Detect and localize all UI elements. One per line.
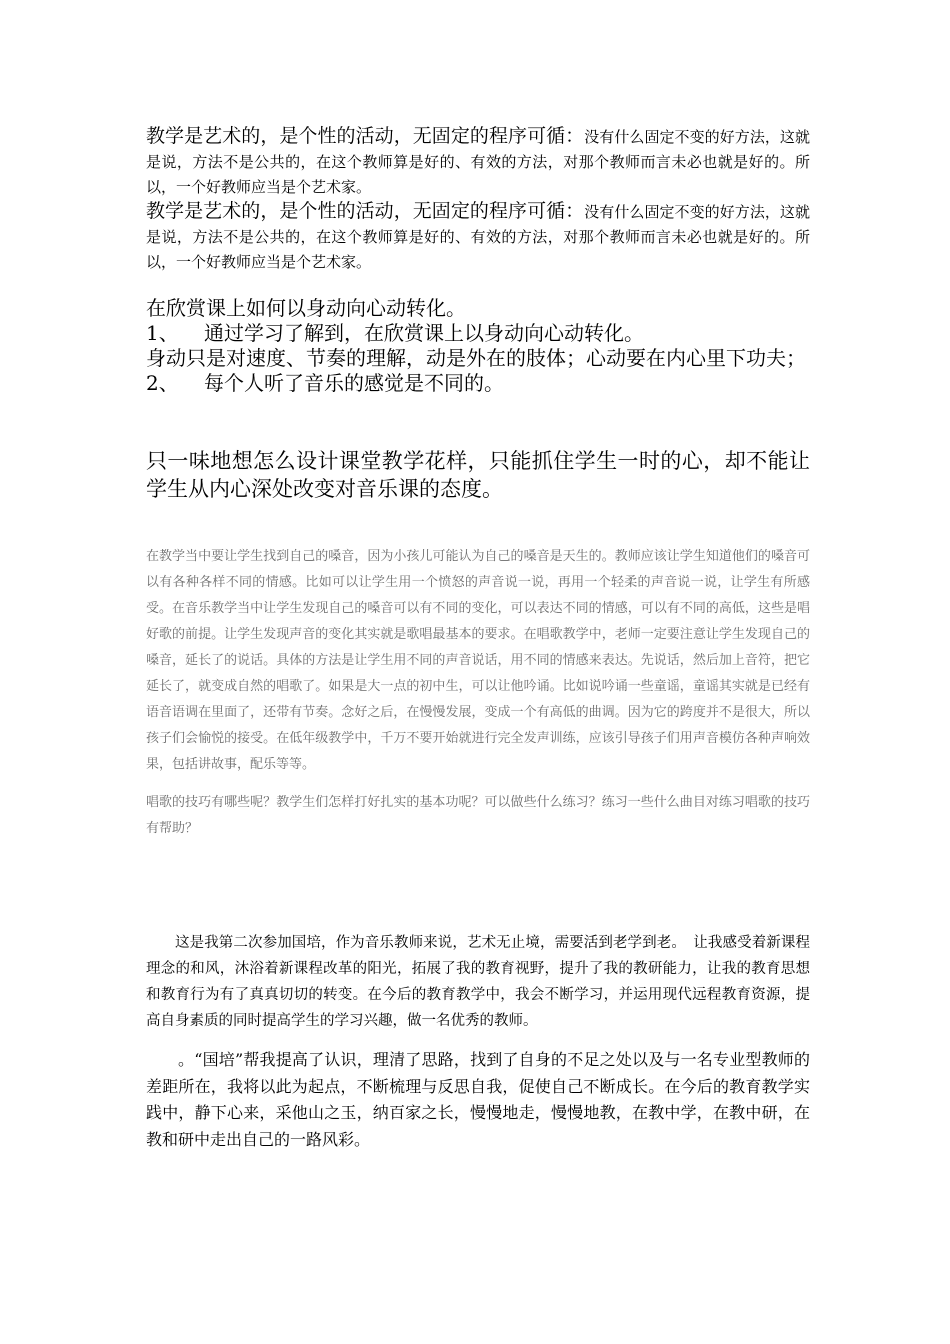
section-heading: 在欣赏课上如何以身动向心动转化。: [146, 296, 466, 320]
statement-paragraph: 只一味地想怎么设计课堂教学花样，只能抓住学生一时的心，却不能让学生从内心深处改变对音乐课的态度。: [146, 449, 810, 501]
list-text: 通过学习了解到，在欣赏课上以身动向心动转化。: [204, 321, 644, 345]
paragraph-teaching-art-1: [146, 124, 810, 200]
section-body: 身动只是对速度、节奏的理解，动是外在的肢体；心动要在内心里下功夫；: [146, 346, 806, 370]
paragraph-rest: 没有什么固定不变的好方法，这就是说，方法不是公共的，在这个教师算是好的、有效的方法，对那个教师而言未必也就是好的。所以，一个好教师应当是个艺术家。: [146, 128, 810, 196]
list-number: 2、: [146, 371, 179, 395]
body-paragraph-reflection: 。“国培”帮我提高了认识，理清了思路，找到了自身的不足之处以及与一名专业型教师的差距所在，我将以此为起点，不断梳理与反思自我，促使自己不断成长。在今后的教育教学实践中，静下心来，采他山之玉，纳百家之长，慢慢地走，慢慢地教，在教中学，在教中研，在教和研中走出自己的一路风彩。: [146, 1050, 810, 1149]
paragraph-lead: 教学是艺术的，是个性的活动，无固定的程序可循：: [146, 200, 585, 222]
gray-paragraph-voice: 在教学当中要让学生找到自己的嗓音，因为小孩儿可能认为自己的嗓音是天生的。教师应该让学生知道他们的嗓音可以有各种各样不同的情感。比如可以让学生用一个愤怒的声音说一说，再用一个轻柔的声音说一说，让学生有所感受。在音乐教学当中让学生发现自己的嗓音可以有不同的变化，可以表达不同的情感，可以有不同的高低，这些是唱好歌的前提。让学生发现声音的变化其实就是歌唱最基本的要求。在唱歌教学中，老师一定要注意让学生发现自己的嗓音，延长了的说话。具体的方法是让学生用不同的声音说话，用不同的情感来表达。先说话，然后加上音符，把它延长了，就变成自然的唱歌了。如果是大一点的初中生，可以让他吟诵。比如说吟诵一些童谣，童谣其实就是已经有语音语调在里面了，还带有节奏。念好之后，在慢慢发展，变成一个有高低的曲调。因为它的跨度并不是很大，所以孩子们会愉悦的接受。在低年级教学中，千万不要开始就进行完全发声训练，应该引导孩子们用声音模仿各种声响效果，包括讲故事，配乐等等。: [146, 549, 810, 772]
gray-paragraph-question: 唱歌的技巧有哪些呢？教学生们怎样打好扎实的基本功呢？可以做些什么练习？练习一些什么曲目对练习唱歌的技巧有帮助？: [146, 795, 810, 836]
paragraph-rest: 没有什么固定不变的好方法，这就是说，方法不是公共的，在这个教师算是好的、有效的方法，对那个教师而言未必也就是好的。所以，一个好教师应当是个艺术家。: [146, 203, 810, 271]
list-number: 1、: [146, 321, 179, 345]
list-item: [146, 321, 810, 346]
list-text: 每个人听了音乐的感觉是不同的。: [204, 371, 504, 395]
list-item: [146, 371, 810, 396]
paragraph-lead: 教学是艺术的，是个性的活动，无固定的程序可循：: [146, 125, 585, 147]
paragraph-teaching-art-2: [146, 199, 810, 275]
section-appreciation: [146, 296, 810, 396]
body-paragraph-guopei: 这是我第二次参加国培，作为音乐教师来说，艺术无止境，需要活到老学到老。 让我感受着新课程理念的和风，沐浴着新课程改革的阳光，拓展了我的教育视野，提升了我的教研能力，让我的教育思想和教育行为有了真真切切的转变。在今后的教育教学中，我会不断学习，并运用现代远程教育资源，提高自身素质的同时提高学生的学习兴趣，做一名优秀的教师。: [146, 935, 810, 1029]
